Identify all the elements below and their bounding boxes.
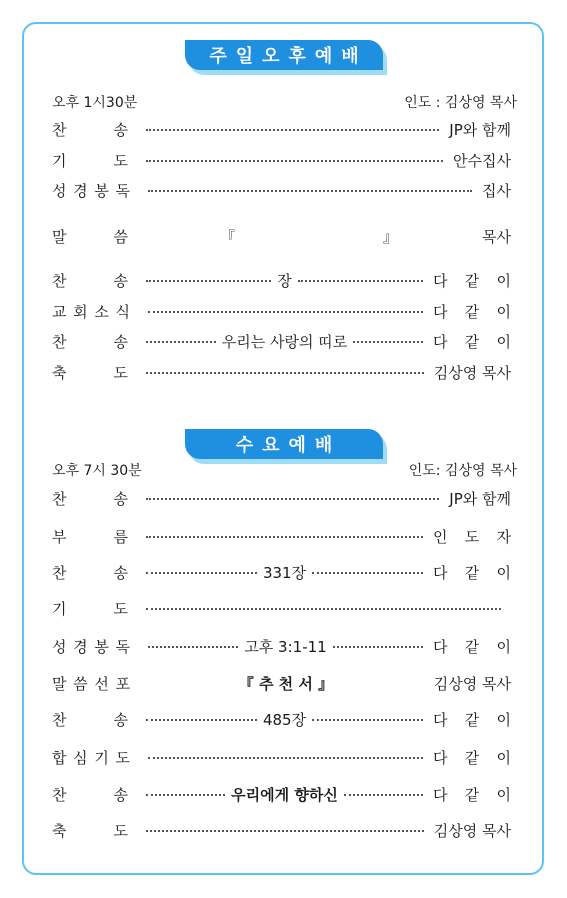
order-item-leader-dots <box>146 226 472 247</box>
label-char: 찬 <box>52 332 67 351</box>
order-item-label <box>52 226 128 247</box>
label-char: 도 <box>113 821 128 840</box>
label-char: 송 <box>113 489 128 508</box>
wednesday-order-row <box>52 671 511 695</box>
label-char: 말 <box>52 227 67 246</box>
order-item-leader-dots <box>146 270 423 291</box>
label-char: 찬 <box>52 710 67 729</box>
order-item-label <box>52 488 128 509</box>
label-char: 송 <box>113 785 128 804</box>
order-item-leader: 김상영 목사 <box>433 363 511 382</box>
order-item-leader-dots <box>146 709 423 730</box>
order-item-detail: 『 』 <box>220 227 398 246</box>
leader-char: 같 <box>464 748 480 767</box>
label-char: 송 <box>113 271 128 290</box>
order-item-leader-dots <box>146 562 423 583</box>
wednesday-order-row <box>52 486 511 510</box>
order-item-leader <box>433 270 511 291</box>
label-char: 말 <box>52 674 67 693</box>
leader-char: 이 <box>496 748 511 767</box>
label-char: 송 <box>113 710 128 729</box>
order-item-leader-dots <box>146 606 501 610</box>
leader-char: 인 <box>433 527 448 546</box>
order-item-leader: JP와 함께 <box>449 489 511 508</box>
leader-char: 이 <box>496 271 511 290</box>
label-char: 씀 <box>113 227 128 246</box>
label-char: 찬 <box>52 120 67 139</box>
order-item-label <box>52 784 128 805</box>
label-char: 봉 <box>94 181 109 200</box>
order-item-leader-dots <box>148 188 472 192</box>
order-item-label <box>52 820 128 841</box>
leader-char: 다 <box>433 271 448 290</box>
label-char: 소 <box>94 302 109 321</box>
label-char: 도 <box>113 599 128 618</box>
leader-char: 다 <box>433 748 448 767</box>
leader-char: 다 <box>433 302 448 321</box>
afternoon-order-row <box>52 329 511 353</box>
afternoon-title-banner <box>185 40 383 70</box>
order-item-label <box>52 270 128 291</box>
order-item-label <box>52 562 128 583</box>
wednesday-order-row <box>52 524 511 548</box>
leader-char: 같 <box>464 271 480 290</box>
wednesday-order-row <box>52 745 511 769</box>
order-item-detail: 우리는 사랑의 띠로 <box>221 332 348 351</box>
label-char: 도 <box>113 151 128 170</box>
label-char: 름 <box>113 527 128 546</box>
label-char: 독 <box>115 637 130 656</box>
label-char: 독 <box>115 181 130 200</box>
leader-char: 다 <box>433 710 448 729</box>
afternoon-order-row <box>52 224 511 248</box>
label-char: 송 <box>113 563 128 582</box>
leader-char: 도 <box>464 527 480 546</box>
order-item-detail: 고후 3:1-11 <box>244 637 327 656</box>
afternoon-time: 오후 1시30분 <box>52 95 138 111</box>
label-char: 포 <box>115 674 130 693</box>
label-char: 합 <box>52 748 67 767</box>
label-char: 성 <box>52 637 67 656</box>
order-item-leader: JP와 함께 <box>449 120 511 139</box>
label-char: 축 <box>52 821 67 840</box>
order-item-label <box>52 119 128 140</box>
label-char: 부 <box>52 527 67 546</box>
order-item-leader-dots <box>146 828 424 832</box>
order-item-label <box>52 180 130 201</box>
wednesday-leader: 인도: 김상영 목사 <box>408 463 517 479</box>
wednesday-title: 수요예배 <box>185 429 383 459</box>
label-char: 기 <box>94 748 109 767</box>
order-item-label <box>52 598 128 619</box>
order-item-detail: 485장 <box>262 710 307 729</box>
label-char: 경 <box>73 637 88 656</box>
afternoon-order-row <box>52 178 511 202</box>
label-char: 회 <box>73 302 88 321</box>
order-item-detail: 『 추 천 서 』 <box>238 674 334 693</box>
order-item-label <box>52 331 128 352</box>
afternoon-leader: 인도 : 김상영 목사 <box>404 95 517 111</box>
leader-char: 자 <box>496 527 511 546</box>
label-char: 찬 <box>52 271 67 290</box>
label-char: 찬 <box>52 563 67 582</box>
label-char: 축 <box>52 363 67 382</box>
order-item-leader-dots <box>146 784 423 805</box>
order-item-label <box>52 526 128 547</box>
label-char: 기 <box>52 151 67 170</box>
label-char: 봉 <box>94 637 109 656</box>
order-item-leader-dots <box>148 673 424 694</box>
order-item-leader <box>433 301 511 322</box>
order-item-label <box>52 747 130 768</box>
label-char: 송 <box>113 120 128 139</box>
label-char: 찬 <box>52 785 67 804</box>
wednesday-order-row <box>52 596 511 620</box>
label-char: 도 <box>113 363 128 382</box>
label-char: 심 <box>73 748 88 767</box>
order-item-leader-dots <box>146 127 439 131</box>
label-char: 송 <box>113 332 128 351</box>
label-char: 씀 <box>73 674 88 693</box>
order-item-leader <box>433 784 511 805</box>
order-item-leader: 집사 <box>482 181 511 200</box>
order-item-leader-dots <box>148 309 423 313</box>
leader-char: 다 <box>433 332 448 351</box>
leader-char: 이 <box>496 637 511 656</box>
leader-char: 같 <box>464 637 480 656</box>
order-item-label <box>52 709 128 730</box>
wednesday-title-banner <box>185 429 383 459</box>
order-item-leader-dots <box>148 755 423 759</box>
leader-char: 같 <box>464 785 480 804</box>
order-item-label <box>52 301 130 322</box>
order-item-leader: 김상영 목사 <box>433 674 511 693</box>
leader-char: 이 <box>496 785 511 804</box>
afternoon-order-row <box>52 148 511 172</box>
order-item-leader-dots <box>146 496 439 500</box>
afternoon-meta <box>52 92 517 112</box>
wednesday-meta <box>52 460 517 480</box>
leader-char: 이 <box>496 302 511 321</box>
wednesday-order-row <box>52 560 511 584</box>
afternoon-title: 주일오후예배 <box>185 40 383 70</box>
order-item-leader-dots <box>146 158 443 162</box>
label-char: 기 <box>52 599 67 618</box>
wednesday-order-row <box>52 818 511 842</box>
order-item-leader: 목사 <box>482 227 511 246</box>
wednesday-order-row <box>52 782 511 806</box>
order-item-leader-dots <box>146 534 423 538</box>
leader-char: 다 <box>433 637 448 656</box>
order-item-leader <box>433 331 511 352</box>
order-item-leader-dots <box>146 370 424 374</box>
order-item-leader: 김상영 목사 <box>433 821 511 840</box>
order-item-leader-dots <box>146 331 423 352</box>
afternoon-order-row <box>52 268 511 292</box>
leader-char: 같 <box>464 563 480 582</box>
label-char: 찬 <box>52 489 67 508</box>
afternoon-order-row <box>52 117 511 141</box>
order-item-label <box>52 362 128 383</box>
order-item-leader <box>433 747 511 768</box>
order-item-label <box>52 636 130 657</box>
leader-char: 이 <box>496 710 511 729</box>
leader-char: 같 <box>464 710 480 729</box>
order-item-leader <box>433 709 511 730</box>
order-item-leader: 안수집사 <box>453 151 511 170</box>
label-char: 경 <box>73 181 88 200</box>
order-item-leader <box>433 562 511 583</box>
order-item-leader <box>433 636 511 657</box>
label-char: 교 <box>52 302 67 321</box>
leader-char: 같 <box>464 332 480 351</box>
leader-char: 같 <box>464 302 480 321</box>
order-item-detail: 331장 <box>262 563 307 582</box>
order-item-label <box>52 673 130 694</box>
leader-char: 다 <box>433 563 448 582</box>
label-char: 선 <box>94 674 109 693</box>
leader-char: 다 <box>433 785 448 804</box>
leader-char: 이 <box>496 563 511 582</box>
afternoon-order-row <box>52 360 511 384</box>
order-item-label <box>52 150 128 171</box>
afternoon-order-row <box>52 299 511 323</box>
label-char: 성 <box>52 181 67 200</box>
wednesday-order-row <box>52 634 511 658</box>
wednesday-time: 오후 7시 30분 <box>52 463 142 479</box>
order-item-detail: 우리에게 향하신 <box>231 785 338 804</box>
label-char: 도 <box>115 748 130 767</box>
leader-char: 이 <box>496 332 511 351</box>
order-item-detail: 장 <box>277 271 292 290</box>
order-item-leader-dots <box>148 636 423 657</box>
label-char: 식 <box>115 302 130 321</box>
order-item-leader <box>433 526 511 547</box>
wednesday-order-row <box>52 707 511 731</box>
